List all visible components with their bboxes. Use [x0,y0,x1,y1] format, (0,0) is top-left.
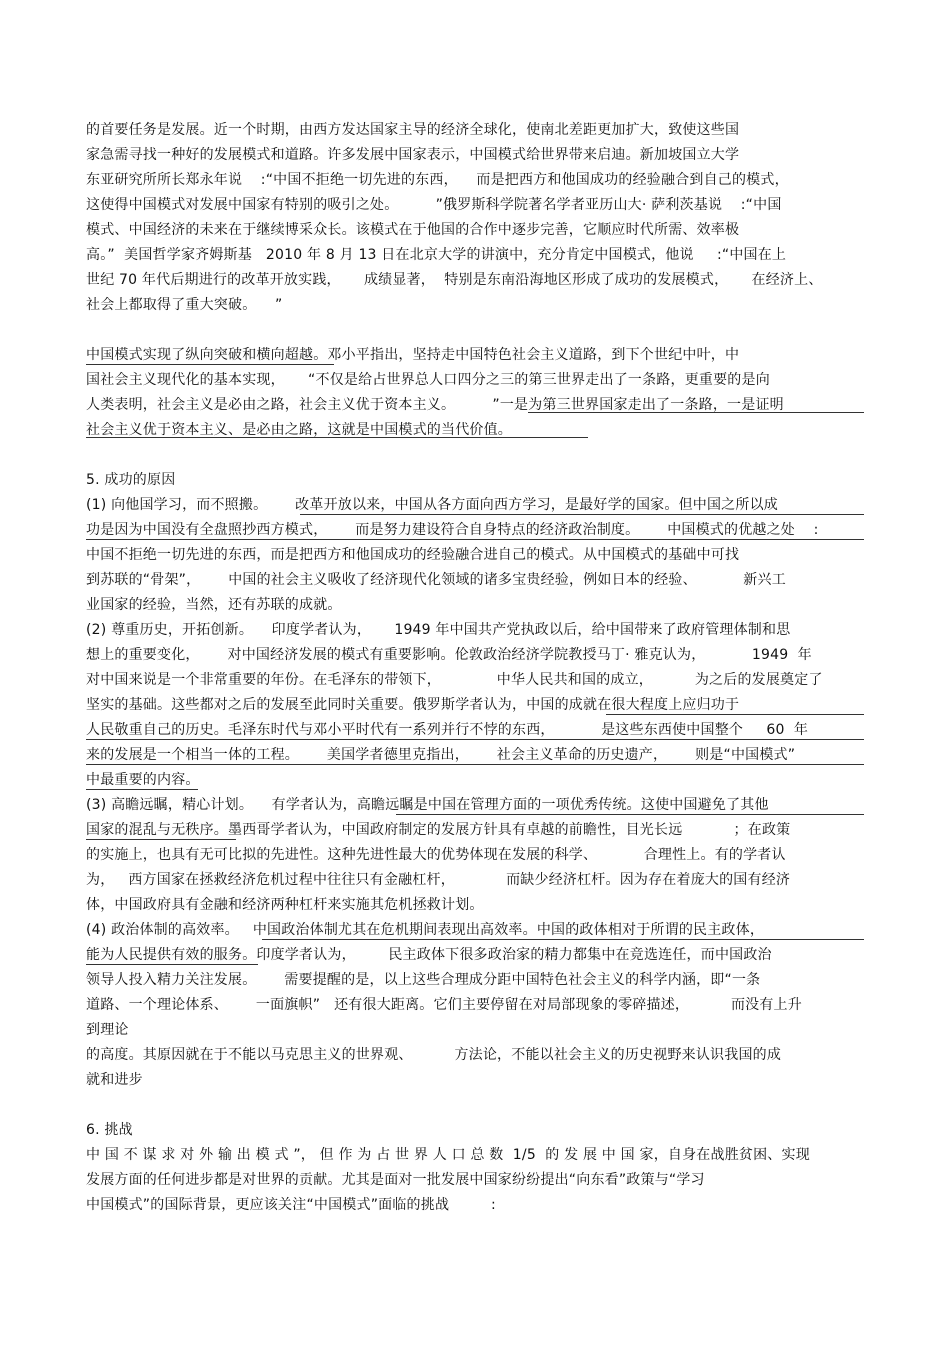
underline [528,412,864,413]
text-line: 道路、一个理论体系、 一面旗帜” 还有很大距离。它们主要停留在对局部现象的零碎描述， 而没有上升 [86,997,802,1013]
text-line: 中国模式实现了纵向突破和横向超越。邓小平指出，坚持走中国特色社会主义道路，到下个世纪中叶，中 [86,347,740,363]
text-line: 世纪 70 年代后期进行的改革开放实践， 成绩显著， 特别是东南沿海地区形成了成功的发展模式， 在经济上、 [86,272,823,288]
text-line: 国家的混乱与无秩序。墨西哥学者认为，中国政府制定的发展方针具有卓越的前瞻性，目光长远 ；在政策 [86,822,791,838]
text-line: 中最重要的内容。 [86,772,200,788]
text-line: 的高度。其原因就在于不能以马克思主义的世界观、 方法论，不能以社会主义的历史视野来认识我国的成 [86,1047,782,1063]
text-line: 对中国来说是一个非常重要的年份。在毛泽东的带领下， 中华人民共和国的成立， 为之后的发展奠定了 [86,672,823,688]
text-line: 社会主义优于资本主义、是必由之路，这就是中国模式的当代价值。 [86,422,512,438]
text-line: 能为人民提供有效的服务。印度学者认为， 民主政体下很多政治家的精力都集中在竞选连任，而中国政治 [86,947,772,963]
text-line: 想上的重要变化， 对中国经济发展的模式有重要影响。伦敦政治经济学院教授马丁· 雅克认为， 1949 年 [86,647,812,663]
underline [86,789,198,790]
text-line: 这使得中国模式对发展中国家有特别的吸引之处。 ”俄罗斯科学院著名学者亚历山大· 萨利茨基说 :“中国 [86,197,782,213]
text-line: 东亚研究所所长郑永年说 :“中国不拒绝一切先进的东西， 而是把西方和他国成功的经验融合到自己的模式， [86,172,789,188]
text-line: 高。” 美国哲学家齐姆斯基 2010 年 8 月 13 日在北京大学的讲演中，充分肯定中国模式，他说 :“中国在上 [86,247,787,263]
text-line: (4) 政治体制的高效率。 中国政治体制尤其在危机期间表现出高效率。中国的政体相对于所谓的民主政体， [86,922,765,938]
underline [86,539,864,540]
text-line: 中国不拒绝一切先进的东西，而是把西方和他国成功的经验融合进自己的模式。从中国模式的基础中可找 [86,547,740,563]
section-heading: 6. 挑战 [86,1122,133,1138]
text-line: 的实施上，也具有无可比拟的先进性。这种先进性最大的优势体现在发展的科学、 合理性上。有的学者认 [86,847,786,863]
underline [86,739,864,740]
underline [86,437,588,438]
text-line: 国社会主义现代化的基本实现， “不仅是给占世界总人口四分之三的第三世界走出了一条路，更重要的是向 [86,372,770,388]
text-line: (2) 尊重历史，开拓创新。 印度学者认为， 1949 年中国共产党执政以后，给中国带来了政府管理体制和思 [86,622,791,638]
underline [86,839,236,840]
text-line: 体，中国政府具有金融和经济两种杠杆来实施其危机拯救计划。 [86,897,484,913]
text-line: 的首要任务是发展。近一个时期，由西方发达国家主导的经济全球化，使南北差距更加扩大，致使这些国 [86,122,740,138]
text-line: 到理论 [86,1022,129,1038]
text-line: 业国家的经验，当然，还有苏联的成就。 [86,597,342,613]
text-line: (1) 向他国学习，而不照搬。 改革开放以来，中国从各方面向西方学习，是最好学的国家。但中国之所以成 [86,497,778,513]
underline [86,764,864,765]
text-line: 到苏联的“骨架”， 中国的社会主义吸收了经济现代化领域的诸多宝贵经验，例如日本的经验、 新兴工 [86,572,786,588]
underline [300,514,864,515]
text-line: 中 国 不 谋 求 对 外 输 出 模 式 ”， 但 作 为 占 世 界 人 口 总 数 1/5 的 发 展 中 国 家，自身在战胜贫困、实现 [86,1147,810,1163]
underline [86,964,258,965]
text-line: 模式、中国经济的未来在于继续博采众长。该模式在于他国的合作中逐步完善，它顺应时代所需、效率极 [86,222,740,238]
text-line: 社会上都取得了重大突破。 ” [86,297,283,313]
underline [606,714,864,715]
text-line: 功是因为中国没有全盘照抄西方模式， 而是努力建设符合自身特点的经济政治制度。 中国模式的优越之处 : [86,522,819,538]
text-line: 人民敬重自己的历史。毛泽东时代与邓小平时代有一系列并行不悖的东西， 是这些东西使中国整个 60 年 [86,722,809,738]
text-line: 来的发展是一个相当一体的工程。 美国学者德里克指出， 社会主义革命的历史遗产， 则是“中国模式” [86,747,796,763]
text-line: 发展方面的任何进步都是对世界的贡献。尤其是面对一批发展中国家纷纷提出“向东看”政策与“学习 [86,1172,705,1188]
section-heading: 5. 成功的原因 [86,472,176,488]
text-line: 领导人投入精力关注发展。 需要提醒的是，以上这些合理成分距中国特色社会主义的科学内涵，即“一条 [86,972,761,988]
underline [262,939,864,940]
text-line: (3) 高瞻远瞩，精心计划。 有学者认为，高瞻远瞩是中国在管理方面的一项优秀传统。这使中国避免了其他 [86,797,769,813]
text-line: 就和进步 [86,1072,143,1088]
underline [86,364,334,365]
text-line: 为， 西方国家在拯救经济危机过程中往往只有金融杠杆， 而缺少经济杠杆。因为存在着庞大的国有经济 [86,872,791,888]
text-line: 坚实的基础。这些都对之后的发展至此同时关重要。俄罗斯学者认为，中国的成就在很大程度上应归功于 [86,697,740,713]
text-line: 中国模式”的国际背景，更应该关注“中国模式”面临的挑战 : [86,1197,496,1213]
underline [396,814,864,815]
text-line: 家急需寻找一种好的发展模式和道路。许多发展中国家表示，中国模式给世界带来启迪。新加坡国立大学 [86,147,740,163]
text-line: 人类表明，社会主义是必由之路，社会主义优于资本主义。 ”一是为第三世界国家走出了一条路，一是证明 [86,397,784,413]
